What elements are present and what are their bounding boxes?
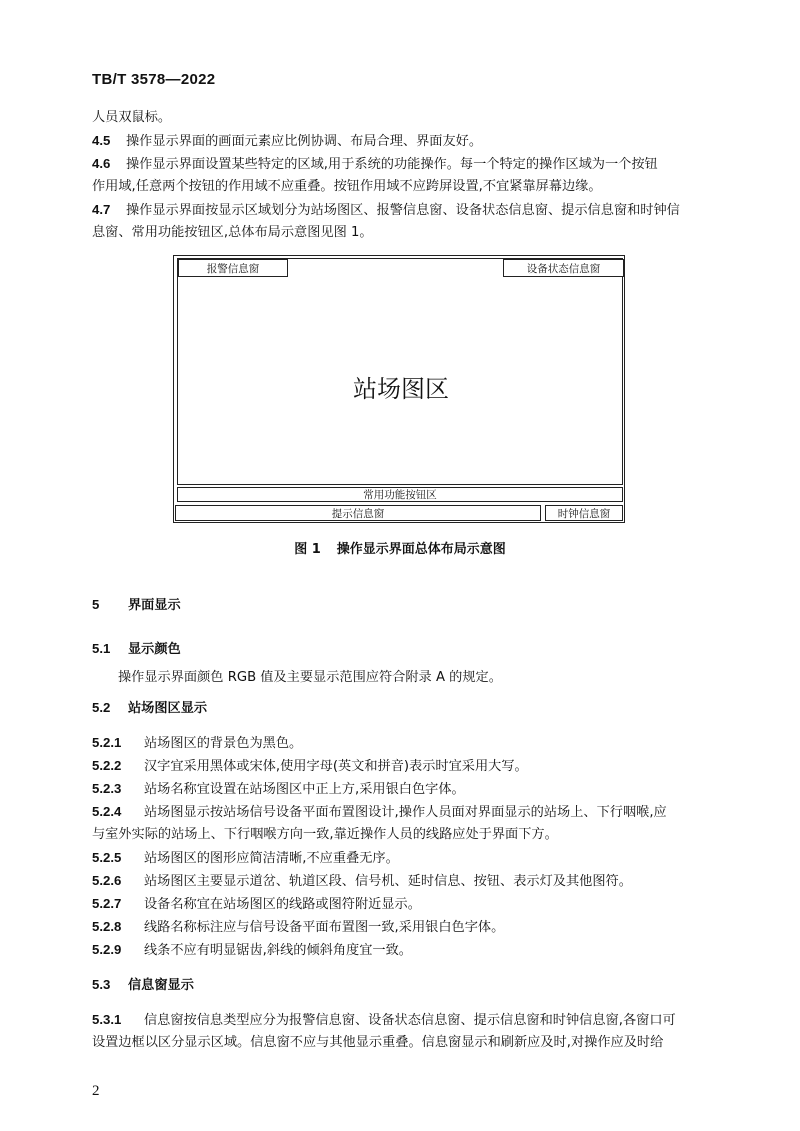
- clause-number: 5.2.1: [92, 735, 122, 750]
- clause-number: 4.6: [92, 156, 111, 171]
- clause-text: 息窗、常用功能按钮区,总体布局示意图见图 1。: [92, 225, 373, 240]
- section-number: 5: [92, 597, 100, 612]
- clause-text: 站场图区的背景色为黑色。: [144, 736, 303, 751]
- clause-number: 5.2.5: [92, 850, 122, 865]
- text-line: [92, 108, 717, 128]
- clause-text: 操作显示界面的画面元素应比例协调、布局合理、界面友好。: [126, 134, 483, 149]
- text-line: [92, 825, 717, 845]
- clause-text: 作用域,任意两个按钮的作用域不应重叠。按钮作用域不应跨屏设置,不宜紧靠屏幕边缘。: [92, 179, 602, 194]
- clause-text: 操作显示界面按显示区域划分为站场图区、报警信息窗、设备状态信息窗、提示信息窗和时钟信: [126, 203, 680, 218]
- clock-info-window: 时钟信息窗: [545, 505, 623, 521]
- device-status-window: 设备状态信息窗: [503, 259, 624, 277]
- section-title: 显示颜色: [128, 642, 181, 657]
- text-line: [92, 779, 717, 800]
- clause-text: 设备名称宜在站场图区的线路或图符附近显示。: [144, 897, 421, 912]
- text-line: [92, 802, 717, 823]
- text-line: [92, 871, 717, 892]
- text-line: [92, 940, 717, 961]
- clause-text: 操作显示界面颜色 RGB 值及主要显示范围应符合附录 A 的规定。: [118, 670, 502, 685]
- text-line: [92, 223, 717, 243]
- text-line: [92, 917, 717, 938]
- clause-number: 4.7: [92, 202, 111, 217]
- text-line: [92, 1010, 717, 1031]
- section-heading: [92, 595, 717, 616]
- text-line: [92, 1033, 717, 1053]
- clause-number: 5.2.4: [92, 804, 122, 819]
- clause-number: 5.2.8: [92, 919, 122, 934]
- section-title: 站场图区显示: [128, 701, 208, 716]
- text-line: [92, 131, 717, 152]
- text-line: [92, 756, 717, 777]
- text-line: [118, 668, 743, 688]
- clause-text: 站场图区的图形应简洁清晰,不应重叠无序。: [144, 851, 399, 866]
- clause-number: 5.3.1: [92, 1012, 122, 1027]
- text-line: [92, 894, 717, 915]
- clause-number: 4.5: [92, 133, 111, 148]
- clause-text: 线路名称标注应与信号设备平面布置图一致,采用银白色字体。: [144, 920, 505, 935]
- station-diagram-label: 站场图区: [353, 375, 449, 403]
- text-line: [92, 200, 717, 221]
- text-line: [92, 733, 717, 754]
- clause-text: 设置边框以区分显示区域。信息窗不应与其他显示重叠。信息窗显示和刷新应及时,对操作应及时给: [92, 1035, 664, 1050]
- section-number: 5.3: [92, 977, 111, 992]
- prompt-info-window: 提示信息窗: [175, 505, 541, 521]
- section-title: 界面显示: [128, 598, 181, 613]
- clause-text: 站场图显示按站场信号设备平面布置图设计,操作人员面对界面显示的站场上、下行咽喉,应: [144, 805, 667, 820]
- section-heading: [92, 975, 717, 996]
- text-line: [92, 177, 717, 197]
- clause-text: 线条不应有明显锯齿,斜线的倾斜角度宜一致。: [144, 943, 412, 958]
- clause-number: 5.2.9: [92, 942, 122, 957]
- clause-number: 5.2.7: [92, 896, 122, 911]
- clause-text: 站场图区主要显示道岔、轨道区段、信号机、延时信息、按钮、表示灯及其他图符。: [144, 874, 632, 889]
- clause-text: 人员双鼠标。: [92, 110, 172, 125]
- station-diagram-area: [177, 258, 623, 485]
- clause-text: 汉字宜采用黑体或宋体,使用字母(英文和拼音)表示时宜采用大写。: [144, 759, 528, 774]
- clause-text: 操作显示界面设置某些特定的区域,用于系统的功能操作。每一个特定的操作区域为一个按钮: [126, 157, 658, 172]
- figure-title: 操作显示界面总体布局示意图: [336, 542, 506, 557]
- section-heading: [92, 639, 717, 660]
- section-heading: [92, 698, 717, 719]
- section-number: 5.2: [92, 700, 111, 715]
- section-number: 5.1: [92, 641, 111, 656]
- clause-text: 站场名称宜设置在站场图区中正上方,采用银白色字体。: [144, 782, 465, 797]
- text-line: [92, 154, 717, 175]
- text-line: [92, 848, 717, 869]
- alarm-info-window: 报警信息窗: [178, 259, 288, 277]
- figure-caption: [0, 538, 800, 557]
- section-title: 信息窗显示: [128, 978, 194, 993]
- clause-number: 5.2.3: [92, 781, 122, 796]
- figure-number: 图 1: [294, 542, 321, 557]
- page-number: 2: [92, 1083, 100, 1099]
- common-function-buttons-area: 常用功能按钮区: [177, 487, 623, 502]
- clause-number: 5.2.2: [92, 758, 122, 773]
- document-id: TB/T 3578—2022: [92, 71, 216, 88]
- clause-number: 5.2.6: [92, 873, 122, 888]
- clause-text: 与室外实际的站场上、下行咽喉方向一致,靠近操作人员的线路应处于界面下方。: [92, 827, 558, 842]
- clause-text: 信息窗按信息类型应分为报警信息窗、设备状态信息窗、提示信息窗和时钟信息窗,各窗口可: [144, 1013, 676, 1028]
